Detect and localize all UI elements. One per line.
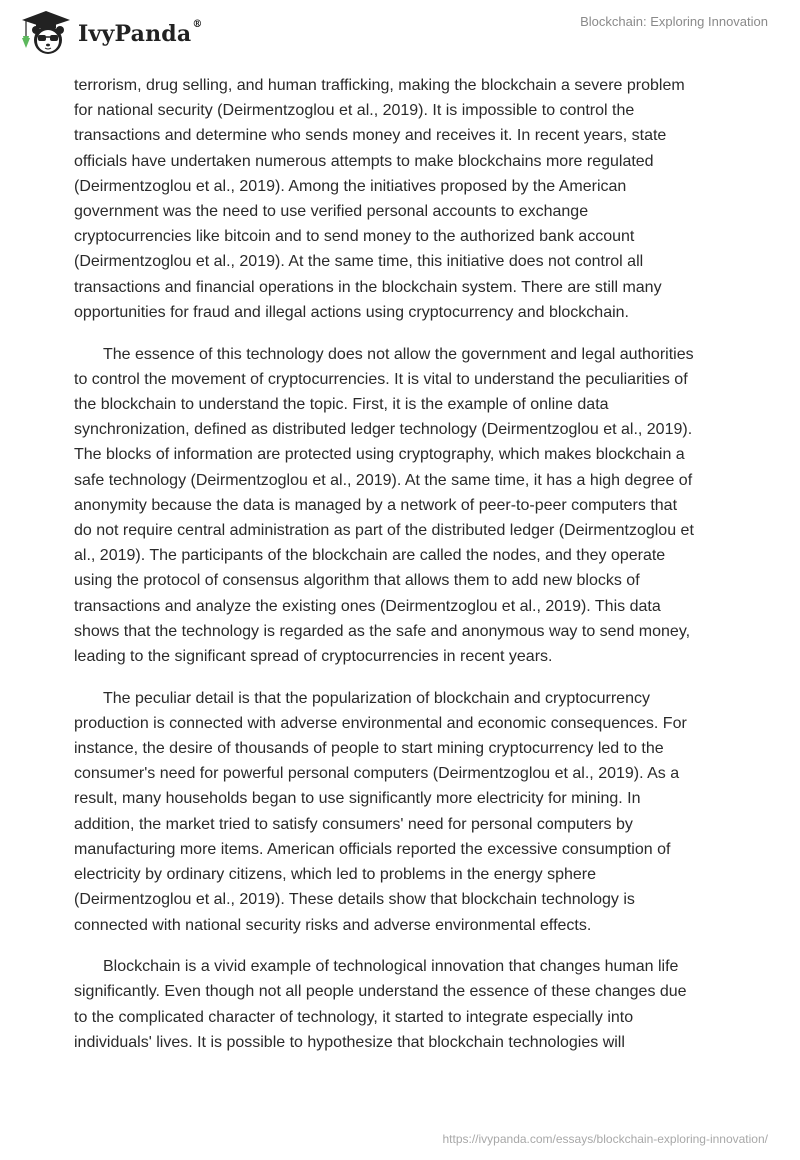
essay-body [74,73,754,1072]
logo-text [78,21,203,47]
paragraph-line: shows that the technology is regarded as the safe and anonymous way to send money, [74,622,691,640]
paragraph-line: opportunities for fraud and illegal actions using cryptocurrency and blockchain. [74,303,629,321]
paragraph-line: safe technology (Deirmentzoglou et al., 2019). At the same time, it has a high degree of [74,471,693,489]
paragraph-line: (Deirmentzoglou et al., 2019). At the same time, this initiative does not control all [74,253,644,271]
paragraph-line: The essence of this technology does not allow the government and legal authorities [103,345,694,363]
paragraph-line: (Deirmentzoglou et al., 2019). These details show that blockchain technology is [74,891,635,909]
paragraph-line: terrorism, drug selling, and human trafficking, making the blockchain a severe problem [74,77,685,94]
paragraph-line: synchronization, defined as distributed ledger technology (Deirmentzoglou et al., 2019). [74,421,693,439]
paragraph-line: al., 2019). The participants of the blockchain are called the nodes, and they operate [74,547,666,565]
paragraph-line: transactions and determine who sends money and receives it. In recent years, state [74,127,667,145]
essay-paragraph [74,954,754,1055]
panda-graduate-icon [18,8,74,56]
paragraph-line: The peculiar detail is that the popularization of blockchain and cryptocurrency [103,689,650,707]
paragraph-line: significantly. Even though not all people understand the essence of these changes due [74,983,687,1001]
paragraph-line: for national security (Deirmentzoglou et al., 2019). It is impossible to control the [74,102,635,120]
paragraph-line: result, many households began to use significantly more electricity for mining. In [74,790,641,808]
paragraph-line: leading to the significant spread of cryptocurrencies in recent years. [74,647,553,665]
paragraph-line: anonymity because the data is managed by a network of peer-to-peer computers that [74,496,678,514]
paragraph-line: transactions and financial operations in the blockchain system. There are still many [74,278,662,296]
ivypanda-logo[interactable] [18,8,203,56]
registered-mark: ® [192,19,203,30]
paragraph-line: individuals' lives. It is possible to hypothesize that blockchain technologies will [74,1033,625,1051]
paragraph-line: cryptocurrencies like bitcoin and to send money to the authorized bank account [74,228,635,246]
paragraph-line: (Deirmentzoglou et al., 2019). Among the initiatives proposed by the American [74,177,627,195]
document-title: Blockchain: Exploring Innovation [580,14,768,29]
essay-paragraph [74,686,754,938]
paragraph-line: do not require central administration as part of the distributed ledger (Deirmentzoglou et [74,521,694,539]
logo-wordmark: IvyPanda [78,21,192,47]
paragraph-line: officials have undertaken numerous attempts to make blockchains more regulated [74,152,654,170]
paragraph-line: using the protocol of consensus algorithm that allows them to add new blocks of [74,572,640,590]
paragraph-line: government was the need to use verified personal accounts to exchange [74,203,589,221]
paragraph-line: to control the movement of cryptocurrencies. It is vital to understand the peculiarities of [74,370,688,388]
paragraph-line: Blockchain is a vivid example of technological innovation that changes human life [103,958,679,976]
source-url[interactable]: https://ivypanda.com/essays/blockchain-exploring-innovation/ [442,1132,768,1146]
paragraph-line: transactions and analyze the existing ones (Deirmentzoglou et al., 2019). This data [74,597,661,615]
paragraph-line: consumer's need for powerful personal computers (Deirmentzoglou et al., 2019). As a [74,765,680,783]
paragraph-line: instance, the desire of thousands of people to start mining cryptocurrency led to the [74,740,664,758]
page-header [0,0,800,60]
paragraph-line: manufacturing more items. American officials reported the excessive consumption of [74,840,671,858]
paragraph-line: electricity by ordinary citizens, which led to problems in the energy sphere [74,866,597,884]
paragraph-line: the blockchain to understand the topic. First, it is the example of online data [74,395,609,413]
paragraph-line: to the complicated character of technology, it started to integrate especially into [74,1008,634,1026]
paragraph-line: addition, the market tried to satisfy consumers' need for personal computers by [74,815,633,833]
paragraph-line: The blocks of information are protected using cryptography, which makes blockchain a [74,446,685,464]
essay-paragraph [74,342,754,670]
essay-paragraph [74,73,754,325]
paragraph-line: connected with national security risks and adverse environmental effects. [74,916,592,934]
paragraph-line: production is connected with adverse environmental and economic consequences. For [74,714,687,732]
